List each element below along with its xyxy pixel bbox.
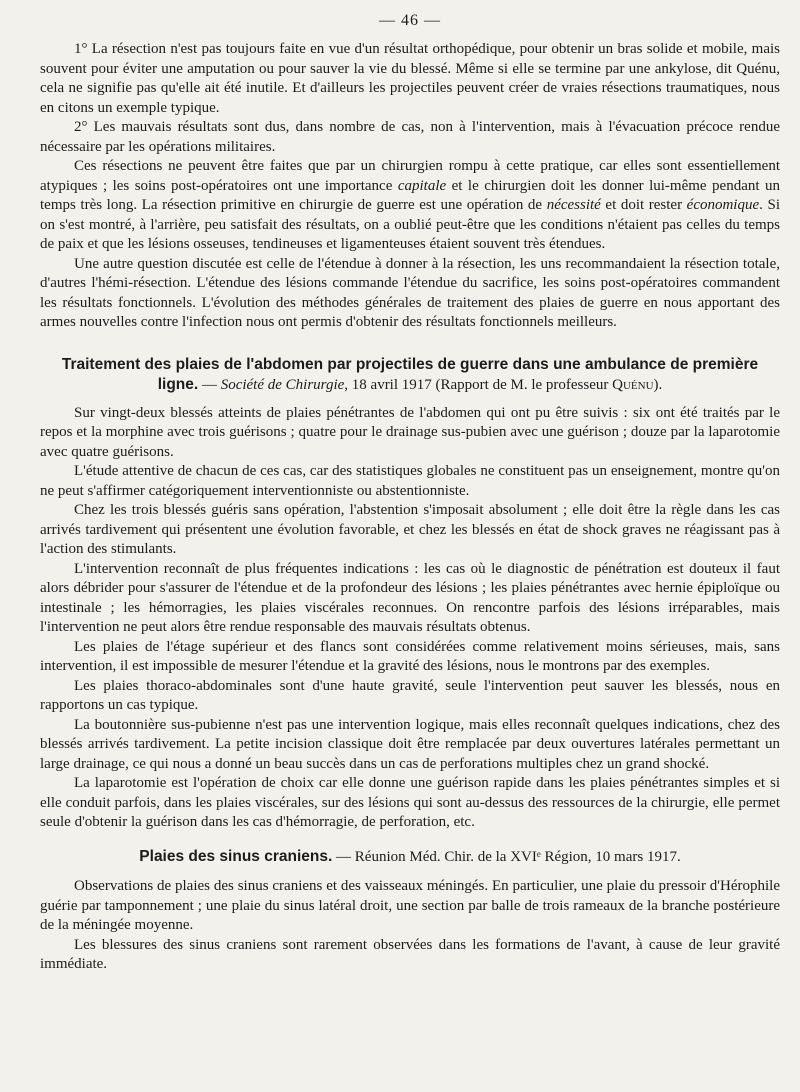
- paragraph: L'étude attentive de chacun de ces cas, car des statistiques globales ne constituent pas un enseignement, montre qu'on ne peut s'affirmer catégoriquement interventionniste ou abstentionniste.: [40, 463, 780, 499]
- paragraph: La boutonnière sus-pubienne n'est pas une intervention logique, mais elles reconnaît quelques indications, chez des blessés arrivés tardivement. La petite incision classique doit être remplacée par deux ouvertures latérales permettant un large drainage, ce qui nous a donné un beau succès dans un cas de perforations multiples chez un grand shocké.: [40, 716, 780, 772]
- section-title: Plaies des sinus craniens.: [139, 847, 333, 865]
- source-society: Société de Chirurgie: [220, 377, 345, 393]
- emphasis: économique: [686, 197, 760, 213]
- paragraph: Les blessures des sinus craniens sont rarement observées dans les formations de l'avant, à cause de leur gravité immédiate.: [40, 936, 780, 972]
- paragraph: Les plaies de l'étage supérieur et des flancs sont considérées comme relativement moins sérieuses, mais, sans intervention, il est impossible de mesurer l'étendue et la gravité des lésions, nous le montrons par des exemples.: [40, 638, 780, 674]
- section-heading-sinus: [40, 847, 780, 868]
- paragraph: L'intervention reconnaît de plus fréquentes indications : les cas où le diagnostic de pénétration est douteux il faut alors débrider pour s'assurer de l'étendue et de la profondeur des lésions ; les plaies pénétrantes avec hernie épiploïque ou intestinale ; les hémorragies, les plaies viscérales reconnues. On rencontre parfois des lésions irréparables, mais l'intervention ne peut alors être rendue responsable des mauvais résultats obtenus.: [40, 560, 780, 635]
- section-source: — Réunion Méd. Chir. de la XVIᵉ Région, 10 mars 1917.: [332, 848, 681, 865]
- emphasis: capitale: [397, 177, 447, 194]
- page-number: — 46 —: [379, 12, 441, 29]
- paragraph: Observations de plaies des sinus craniens et des vaisseaux méningés. En particulier, une plaie du pressoir d'Hérophile guérie par tamponnement ; une plaie du sinus latéral droit, une section par balle de trois rameaux de la branche postérieure de la méningée moyenne.: [40, 878, 780, 933]
- source-date: , 18 avril 1917 (Rapport de M. le professeur: [344, 377, 613, 393]
- text-run: Ces résections ne peuvent être faites que par un chirurgien rompu à cette pratique, car elles sont essentiellement atypiques ; les soins post-opératoires ont une importance: [40, 158, 780, 194]
- paragraph: 1° La résection n'est pas toujours faite en vue d'un résultat orthopédique, pour obtenir un bras solide et mobile, mais souvent pour éviter une amputation ou pour sauver la vie du blessé. Même si elle se termine par une ankylose, dit Quénu, cela ne signifie pas qu'elle ait été inutile. Et d'ailleurs les projectiles peuvent créer de vraies résections traumatiques, nous en citons un exemple typique.: [40, 41, 780, 116]
- paragraph: Les plaies thoraco-abdominales sont d'une haute gravité, seule l'intervention peut sauver les blessés, nous en rapportons un cas typique.: [40, 677, 780, 713]
- source-author: Quénu: [612, 377, 654, 393]
- paragraph: 2° Les mauvais résultats sont dus, dans nombre de cas, non à l'intervention, mais à l'évacuation précoce rendue nécessaire par les opérations militaires.: [40, 119, 780, 155]
- section-abdomen-body: [40, 404, 780, 833]
- paragraph: Chez les trois blessés guéris sans opération, l'abstention s'imposait absolument ; elle doit être la règle dans les cas arrivés tardivement qui présentent une évolution favorable, et chez les blessés en état de shock graves ne réagissant pas à l'action des stimulants.: [40, 502, 780, 557]
- text-run: et doit rester: [600, 197, 687, 213]
- paragraph: [40, 157, 780, 255]
- document-page: [40, 12, 780, 975]
- section-title: Traitement des plaies de l'abdomen par projectiles de guerre dans une ambulance de première ligne.: [61, 355, 759, 393]
- section-sinus-body: [40, 877, 780, 975]
- source-end: ).: [653, 377, 663, 393]
- intro-section: [40, 40, 780, 333]
- paragraph: Une autre question discutée est celle de l'étendue à donner à la résection, les uns recommandaient la résection totale, d'autres l'hémi-résection. L'étendue des lésions commande l'étendue du sacrifice, les soins post-opératoires commandent les résultats fonctionnels. L'évolution des méthodes générales de traitement des plaies de guerre en nous apportant des armes nouvelles contre l'infection nous ont permis d'obtenir des résultats fonctionnels meilleurs.: [40, 255, 780, 330]
- text-run: . Si on s'est montré, à l'arrière, peu satisfait des résultats, on a oublié peut-être que les conditions n'étaient pas celles du temps de paix et que les lésions osseuses, tendineuses et ligamenteuses étaient souvent très étendues.: [40, 197, 780, 252]
- emphasis: nécessité: [546, 197, 601, 213]
- source-dash: —: [198, 377, 221, 393]
- text-run: et le chirurgien doit les donner lui-même pendant un temps très long. La résection primitive en chirurgie de guerre est une opération de: [40, 177, 780, 213]
- paragraph: La laparotomie est l'opération de choix car elle donne une guérison rapide dans les plaies pénétrantes simples et si elle conduit parfois, dans les plaies viscérales, sur des lésions qui sont au-dessus des ressources de la chirurgie, elle permet seule d'obtenir la guérison dans les cas d'hémorragie, de perforation, etc.: [40, 775, 780, 830]
- paragraph: Sur vingt-deux blessés atteints de plaies pénétrantes de l'abdomen qui ont pu être suivis : six ont été traités par le repos et la morphine avec trois guérisons ; quatre pour le drainage sus-pubien avec une guérison ; douze par la laparotomie avec quatre guérisons.: [40, 404, 780, 460]
- section-heading-abdomen: [40, 355, 780, 396]
